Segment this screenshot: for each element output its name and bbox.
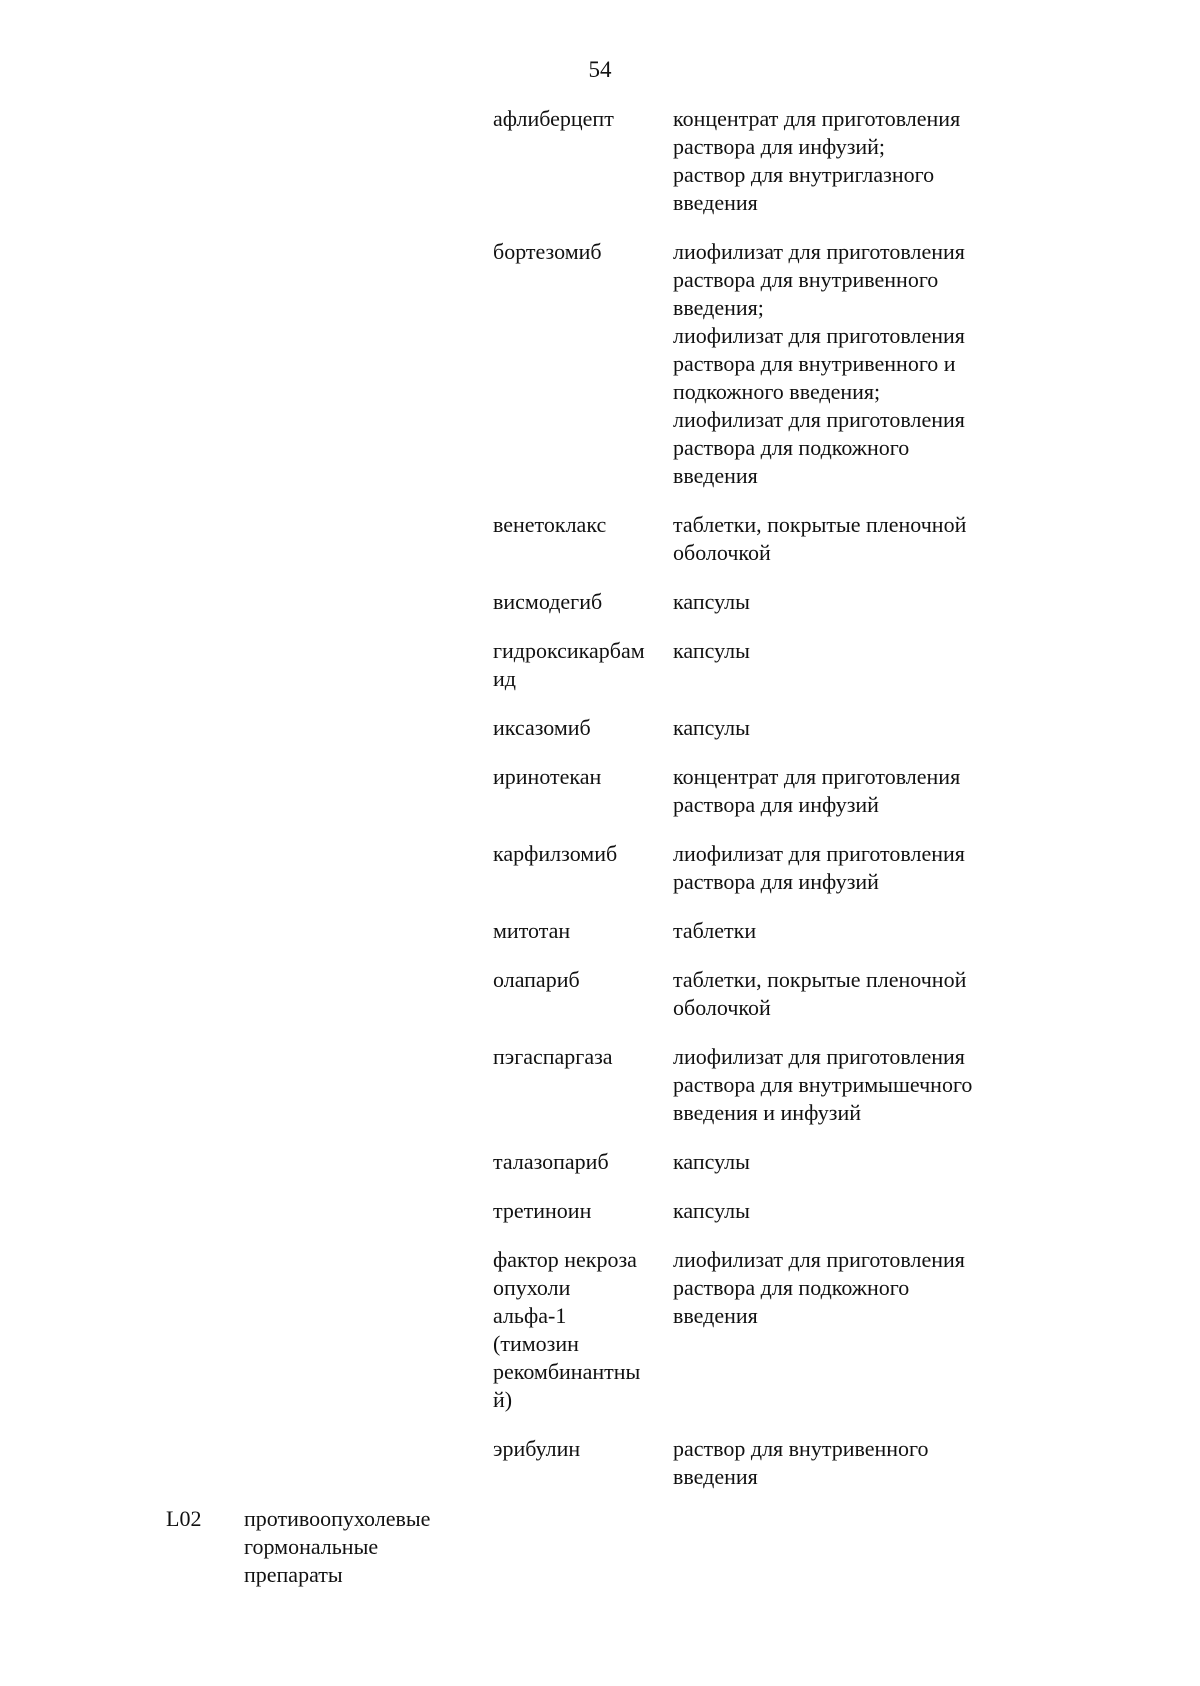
dosage-form-line: лиофилизат для приготовления <box>673 1247 965 1272</box>
dosage-form-line: капсулы <box>673 1149 750 1174</box>
drug-name: бортезомиб <box>493 239 602 264</box>
table-row <box>493 1148 1053 1176</box>
dosage-form-line: оболочкой <box>673 995 771 1020</box>
drug-name: иринотекан <box>493 764 602 789</box>
dosage-form-line: подкожного введения; <box>673 379 881 404</box>
dosage-forms <box>673 917 1053 945</box>
dosage-form-line: введения и инфузий <box>673 1100 862 1125</box>
dosage-form-line: концентрат для приготовления <box>673 764 961 789</box>
dosage-form-line: раствора для инфузий <box>673 869 879 894</box>
dosage-form-line: таблетки, покрытые пленочной <box>673 967 967 992</box>
dosage-forms <box>673 840 1053 896</box>
drug-name: митотан <box>493 918 571 943</box>
table-row <box>493 1435 1053 1491</box>
dosage-forms <box>673 714 1053 742</box>
table-row <box>493 966 1053 1022</box>
table-row <box>493 840 1053 896</box>
dosage-form-line: введения; <box>673 295 764 320</box>
drug-name: третиноин <box>493 1198 592 1223</box>
table-row <box>493 105 1053 217</box>
dosage-form-line: таблетки, покрытые пленочной <box>673 512 967 537</box>
drug-name: афлиберцепт <box>493 106 614 131</box>
dosage-forms <box>673 1148 1053 1176</box>
table-row <box>493 763 1053 819</box>
dosage-forms <box>673 588 1053 616</box>
drug-name: венетоклакс <box>493 512 607 537</box>
dosage-form-line: оболочкой <box>673 540 771 565</box>
dosage-forms <box>673 763 1053 819</box>
drug-name: иксазомиб <box>493 715 591 740</box>
table-row <box>493 714 1053 742</box>
dosage-form-line: лиофилизат для приготовления <box>673 239 965 264</box>
dosage-form-line: введения <box>673 190 758 215</box>
dosage-form-line: капсулы <box>673 589 750 614</box>
dosage-form-line: раствора для внутримышечного <box>673 1072 973 1097</box>
drug-name: талазопариб <box>493 1149 609 1174</box>
dosage-form-line: раствора для внутривенного <box>673 267 939 292</box>
table-row <box>493 1043 1053 1127</box>
dosage-form-line: лиофилизат для приготовления <box>673 1044 965 1069</box>
drug-name: эрибулин <box>493 1436 581 1461</box>
dosage-forms <box>673 238 1053 490</box>
table-row <box>493 637 1053 693</box>
section-title-line: противоопухолевые <box>244 1506 431 1531</box>
page-number: 54 <box>588 57 612 82</box>
dosage-form-line: введения <box>673 1464 758 1489</box>
dosage-form-line: раствора для подкожного <box>673 1275 910 1300</box>
table-row <box>493 1246 1053 1414</box>
drug-name: висмодегиб <box>493 589 603 614</box>
dosage-forms <box>673 1246 1053 1330</box>
dosage-form-line: введения <box>673 463 758 488</box>
section-heading <box>166 1505 430 1589</box>
table-row <box>493 917 1053 945</box>
dosage-form-line: раствора для инфузий; <box>673 134 886 159</box>
drug-name: пэгаспаргаза <box>493 1044 613 1069</box>
dosage-form-line: концентрат для приготовления <box>673 106 961 131</box>
dosage-form-line: лиофилизат для приготовления <box>673 407 965 432</box>
drug-name: гидроксикарбам ид <box>493 638 645 691</box>
drug-name: фактор некроза опухоли альфа-1 (тимозин рекомбинантны й) <box>493 1247 641 1412</box>
dosage-form-line: лиофилизат для приготовления <box>673 841 965 866</box>
dosage-forms <box>673 1043 1053 1127</box>
dosage-form-line: раствор для внутривенного <box>673 1436 929 1461</box>
dosage-forms <box>673 637 1053 665</box>
atc-code: L02 <box>166 1506 202 1531</box>
dosage-form-line: раствор для внутриглазного <box>673 162 935 187</box>
dosage-form-line: раствора для внутривенного и <box>673 351 956 376</box>
dosage-form-line: капсулы <box>673 1198 750 1223</box>
dosage-form-line: введения <box>673 1303 758 1328</box>
dosage-forms <box>673 511 1053 567</box>
drug-name: олапариб <box>493 967 580 992</box>
section-title-line: препараты <box>244 1562 343 1587</box>
drug-name: карфилзомиб <box>493 841 618 866</box>
dosage-forms <box>673 966 1053 1022</box>
dosage-form-line: раствора для подкожного <box>673 435 910 460</box>
dosage-form-line: лиофилизат для приготовления <box>673 323 965 348</box>
dosage-form-line: таблетки <box>673 918 757 943</box>
section-title <box>244 1505 430 1589</box>
dosage-forms <box>673 1435 1053 1491</box>
dosage-forms <box>673 1197 1053 1225</box>
drug-table <box>493 105 1053 1512</box>
dosage-forms <box>673 105 1053 217</box>
table-row <box>493 511 1053 567</box>
dosage-form-line: раствора для инфузий <box>673 792 879 817</box>
table-row <box>493 1197 1053 1225</box>
dosage-form-line: капсулы <box>673 715 750 740</box>
table-row <box>493 588 1053 616</box>
dosage-form-line: капсулы <box>673 638 750 663</box>
section-title-line: гормональные <box>244 1534 379 1559</box>
table-row <box>493 238 1053 490</box>
